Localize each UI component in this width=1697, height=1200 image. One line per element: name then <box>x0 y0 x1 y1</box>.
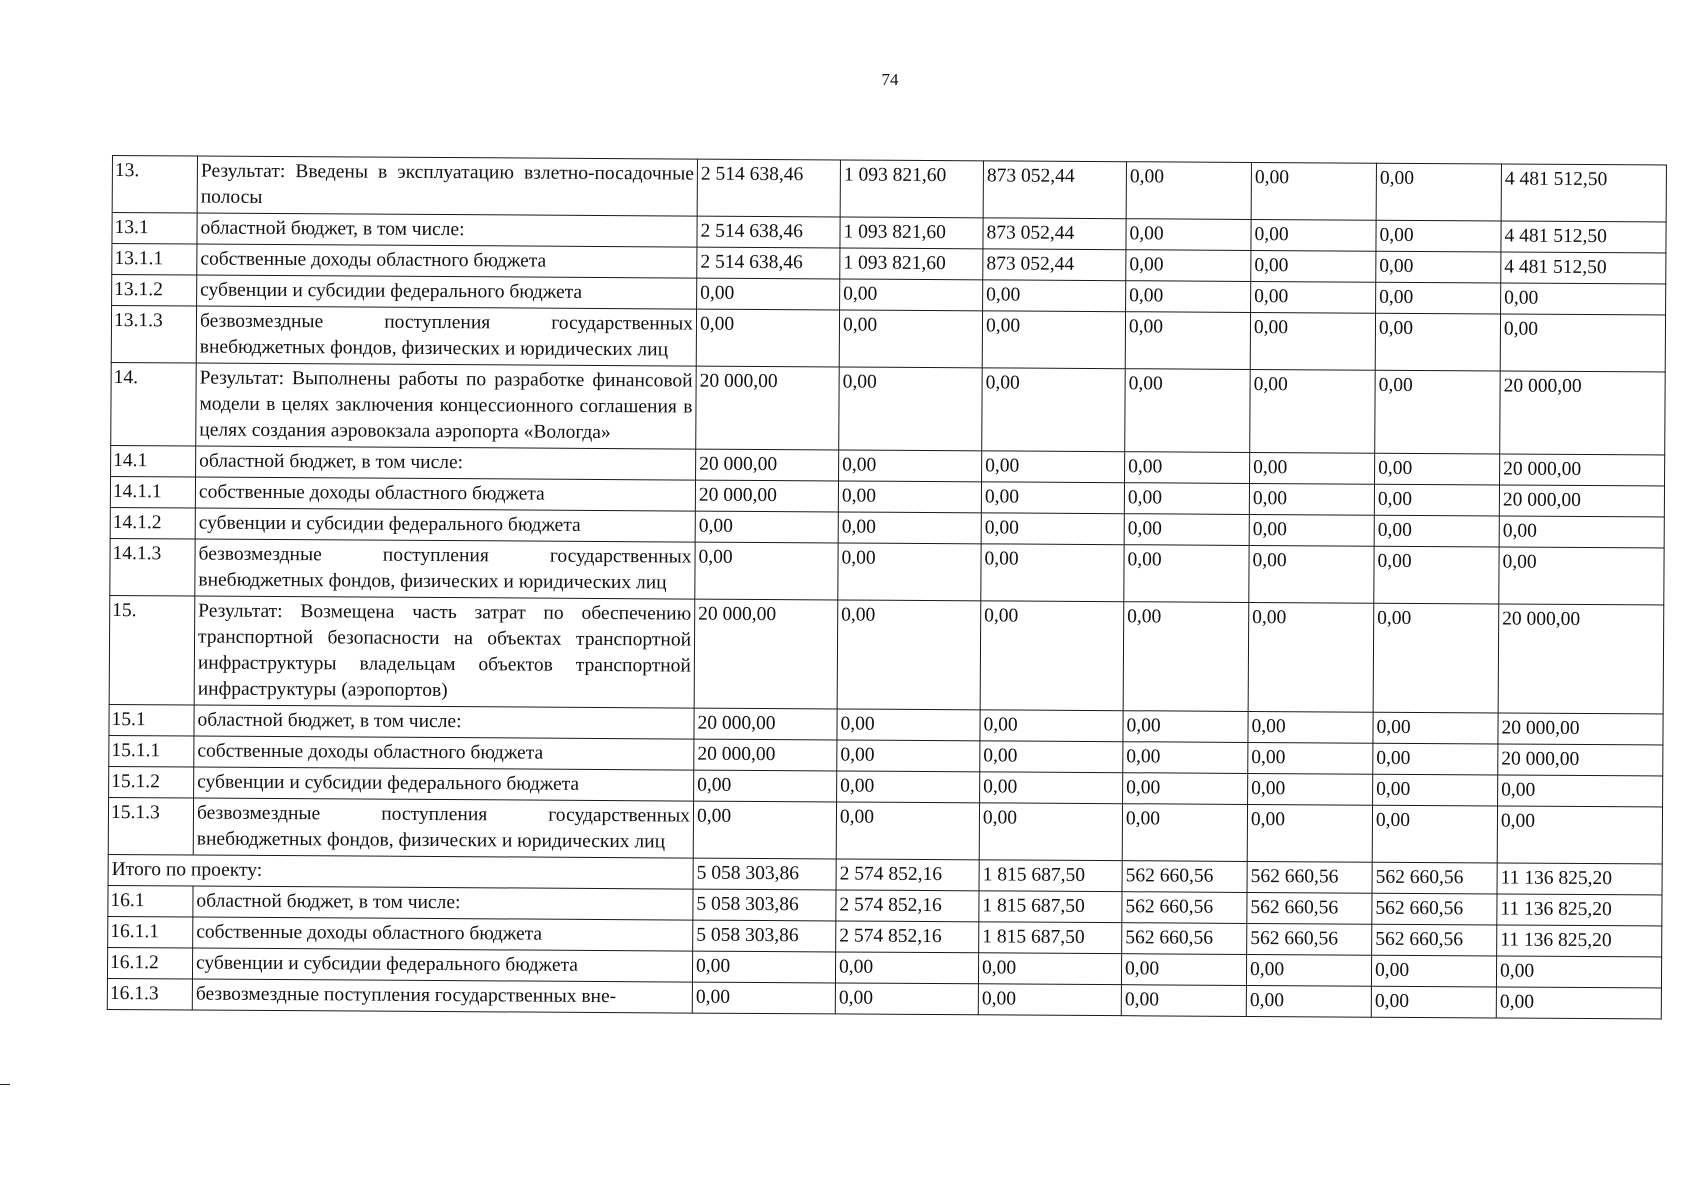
value-cell: 0,00 <box>1371 955 1496 987</box>
row-number: 14.1.2 <box>110 507 195 539</box>
value-cell: 873 052,44 <box>983 161 1126 219</box>
value-cell: 0,00 <box>1248 711 1373 743</box>
value-cell: 0,00 <box>980 741 1123 773</box>
value-cell: 0,00 <box>835 952 978 984</box>
value-cell: 0,00 <box>1371 986 1496 1018</box>
total-value-cell: 1 815 687,50 <box>979 860 1122 892</box>
table-row <box>111 362 1665 454</box>
row-number: 14.1.1 <box>110 476 195 508</box>
row-name: областной бюджет, в том числе: <box>193 886 693 920</box>
row-name: собственные доходы областного бюджета <box>193 917 693 951</box>
value-cell: 20 000,00 <box>1500 454 1665 486</box>
value-cell: 0,00 <box>694 770 837 802</box>
value-cell: 0,00 <box>1376 220 1501 252</box>
value-cell: 20 000,00 <box>696 449 839 481</box>
value-cell: 4 481 512,50 <box>1501 252 1666 284</box>
value-cell: 20 000,00 <box>694 599 838 709</box>
value-cell: 0,00 <box>1374 484 1499 516</box>
value-cell: 0,00 <box>980 601 1124 711</box>
value-cell: 0,00 <box>1249 514 1374 546</box>
value-cell: 0,00 <box>836 802 979 860</box>
row-name: областной бюджет, в том числе: <box>197 213 697 247</box>
value-cell: 2 514 638,46 <box>697 216 840 248</box>
value-cell: 0,00 <box>837 771 980 803</box>
value-cell: 0,00 <box>1126 250 1251 282</box>
value-cell: 2 514 638,46 <box>697 159 840 217</box>
value-cell: 0,00 <box>840 279 983 311</box>
value-cell: 0,00 <box>1376 163 1501 221</box>
page-number: 74 <box>881 70 899 89</box>
value-cell: 0,00 <box>1251 281 1376 313</box>
value-cell: 0,00 <box>1251 250 1376 282</box>
value-cell: 0,00 <box>837 709 980 741</box>
row-name: собственные доходы областного бюджета <box>194 736 694 770</box>
value-cell: 20 000,00 <box>695 480 838 512</box>
value-cell: 0,00 <box>1250 312 1375 370</box>
row-number: 16.1.1 <box>108 916 193 948</box>
row-number: 14. <box>111 362 197 446</box>
value-cell: 2 574 852,16 <box>836 890 979 922</box>
value-cell: 20 000,00 <box>1500 371 1666 455</box>
row-name: собственные доходы областного бюджета <box>195 477 695 511</box>
value-cell: 0,00 <box>1249 545 1374 603</box>
value-cell: 5 058 303,86 <box>693 920 836 952</box>
value-cell: 0,00 <box>1374 515 1499 547</box>
row-name: Результат: Введены в эксплуатацию взлетно-посадочные полосы <box>197 156 697 216</box>
value-cell: 20 000,00 <box>1498 744 1663 776</box>
value-cell: 0,00 <box>1501 283 1666 315</box>
value-cell: 0,00 <box>1246 985 1371 1017</box>
value-cell: 0,00 <box>1126 162 1251 220</box>
value-cell: 0,00 <box>695 542 838 600</box>
value-cell: 0,00 <box>1498 775 1663 807</box>
value-cell: 0,00 <box>1246 954 1371 986</box>
value-cell: 5 058 303,86 <box>693 889 836 921</box>
row-number: 13. <box>112 156 197 214</box>
value-cell: 0,00 <box>1375 370 1501 454</box>
value-cell: 0,00 <box>982 368 1126 452</box>
value-cell: 0,00 <box>1500 314 1665 372</box>
value-cell: 20 000,00 <box>694 739 837 771</box>
value-cell: 0,00 <box>1122 804 1247 862</box>
table-row <box>111 306 1665 372</box>
row-name: субвенции и субсидии федерального бюджета <box>192 948 692 982</box>
value-cell: 0,00 <box>1499 547 1664 605</box>
value-cell: 0,00 <box>692 982 835 1014</box>
table-row <box>108 797 1662 863</box>
value-cell: 0,00 <box>838 512 981 544</box>
value-cell: 0,00 <box>1248 773 1373 805</box>
value-cell: 0,00 <box>978 953 1121 985</box>
value-cell: 0,00 <box>1373 603 1499 713</box>
value-cell: 20 000,00 <box>1498 604 1664 714</box>
value-cell: 20 000,00 <box>1498 713 1663 745</box>
value-cell: 0,00 <box>692 951 835 983</box>
row-name: субвенции и субсидии федерального бюджета <box>194 767 694 801</box>
value-cell: 0,00 <box>1375 313 1500 371</box>
value-cell: 0,00 <box>1496 987 1661 1019</box>
value-cell: 0,00 <box>980 710 1123 742</box>
row-name: безвозмездные поступления государственных внебюджетных фондов, физических и юридических лиц <box>195 539 695 599</box>
budget-table-wrapper <box>107 155 1667 1019</box>
total-value-cell: 562 660,56 <box>1247 861 1372 893</box>
value-cell: 0,00 <box>981 482 1124 514</box>
value-cell: 20 000,00 <box>696 366 840 450</box>
value-cell: 2 574 852,16 <box>836 921 979 953</box>
value-cell: 0,00 <box>837 740 980 772</box>
value-cell: 0,00 <box>1247 804 1372 862</box>
row-number: 15.1.3 <box>108 797 193 855</box>
budget-table <box>107 155 1667 1019</box>
row-name: субвенции и субсидии федерального бюджета <box>197 275 697 309</box>
value-cell: 0,00 <box>980 772 1123 804</box>
value-cell: 0,00 <box>1496 956 1661 988</box>
value-cell: 0,00 <box>1123 773 1248 805</box>
value-cell: 1 093 821,60 <box>840 248 983 280</box>
row-number: 16.1.3 <box>107 978 192 1010</box>
value-cell: 4 481 512,50 <box>1501 221 1666 253</box>
value-cell: 0,00 <box>981 544 1124 602</box>
total-value-cell: 562 660,56 <box>1372 862 1497 894</box>
value-cell: 0,00 <box>982 451 1125 483</box>
value-cell: 0,00 <box>1248 602 1374 712</box>
value-cell: 0,00 <box>1124 545 1249 603</box>
row-number: 15.1.1 <box>109 735 194 767</box>
value-cell: 0,00 <box>1121 954 1246 986</box>
value-cell: 1 815 687,50 <box>979 922 1122 954</box>
row-number: 15.1.2 <box>109 766 194 798</box>
total-value-cell: 5 058 303,86 <box>693 858 836 890</box>
row-number: 14.1.3 <box>110 538 195 596</box>
row-name: областной бюджет, в том числе: <box>194 705 694 739</box>
value-cell: 11 136 825,20 <box>1497 894 1662 926</box>
row-number: 13.1.1 <box>112 244 197 276</box>
value-cell: 0,00 <box>981 513 1124 545</box>
row-number: 16.1 <box>108 885 193 917</box>
value-cell: 0,00 <box>982 311 1125 369</box>
row-name: Результат: Выполнены работы по разработке финансовой модели в целях заключения концессионного соглашения в целях создания аэровокзала аэропорта «Вологда» <box>196 363 696 449</box>
row-number: 15. <box>109 595 195 705</box>
value-cell: 0,00 <box>1125 452 1250 484</box>
row-name: собственные доходы областного бюджета <box>197 244 697 278</box>
value-cell: 873 052,44 <box>983 249 1126 281</box>
total-value-cell: 562 660,56 <box>1122 861 1247 893</box>
value-cell: 0,00 <box>838 543 981 601</box>
value-cell: 0,00 <box>1126 281 1251 313</box>
value-cell: 11 136 825,20 <box>1497 925 1662 957</box>
value-cell: 0,00 <box>978 984 1121 1016</box>
row-number: 15.1 <box>109 704 194 736</box>
row-name: областной бюджет, в том числе: <box>196 446 696 480</box>
value-cell: 0,00 <box>1248 742 1373 774</box>
value-cell: 2 514 638,46 <box>697 247 840 279</box>
value-cell: 0,00 <box>839 450 982 482</box>
row-number: 16.1.2 <box>107 947 192 979</box>
value-cell: 0,00 <box>838 481 981 513</box>
value-cell: 0,00 <box>1376 251 1501 283</box>
value-cell: 0,00 <box>1251 162 1376 220</box>
value-cell: 0,00 <box>1375 453 1500 485</box>
value-cell: 0,00 <box>1372 805 1497 863</box>
value-cell: 0,00 <box>837 600 981 710</box>
value-cell: 4 481 512,50 <box>1501 164 1666 222</box>
total-label: Итого по проекту: <box>108 854 693 889</box>
value-cell: 562 660,56 <box>1372 924 1497 956</box>
value-cell: 0,00 <box>839 367 983 451</box>
value-cell: 0,00 <box>1376 282 1501 314</box>
value-cell: 0,00 <box>1250 452 1375 484</box>
value-cell: 0,00 <box>1373 743 1498 775</box>
value-cell: 0,00 <box>1250 369 1376 453</box>
value-cell: 0,00 <box>1373 712 1498 744</box>
value-cell: 0,00 <box>835 983 978 1015</box>
value-cell: 20 000,00 <box>1499 485 1664 517</box>
value-cell: 0,00 <box>697 278 840 310</box>
row-name: субвенции и субсидии федерального бюджета <box>195 508 695 542</box>
value-cell: 0,00 <box>1124 514 1249 546</box>
value-cell: 1 093 821,60 <box>840 160 983 218</box>
value-cell: 0,00 <box>1123 742 1248 774</box>
value-cell: 0,00 <box>693 801 836 859</box>
margin-mark <box>0 1084 10 1085</box>
value-cell: 20 000,00 <box>694 708 837 740</box>
total-value-cell: 11 136 825,20 <box>1497 863 1662 895</box>
value-cell: 0,00 <box>1124 483 1249 515</box>
value-cell: 0,00 <box>983 280 1126 312</box>
value-cell: 0,00 <box>839 310 982 368</box>
value-cell: 562 660,56 <box>1247 923 1372 955</box>
value-cell: 0,00 <box>1373 774 1498 806</box>
value-cell: 0,00 <box>1126 219 1251 251</box>
row-number: 13.1.2 <box>112 275 197 307</box>
value-cell: 0,00 <box>696 309 839 367</box>
value-cell: 0,00 <box>1121 985 1246 1017</box>
value-cell: 0,00 <box>1497 806 1662 864</box>
table-row <box>110 538 1664 604</box>
row-number: 14.1 <box>111 445 196 477</box>
value-cell: 562 660,56 <box>1372 893 1497 925</box>
total-value-cell: 2 574 852,16 <box>836 859 979 891</box>
row-name: Результат: Возмещена часть затрат по обеспечению транспортной безопасности на объектах транспортной инфраструктуры владельцам объектов транспортной инфраструктуры (аэропортов) <box>194 596 695 708</box>
row-name: безвозмездные поступления государственных внебюджетных фондов, физических и юридических лиц <box>196 306 696 366</box>
row-name: безвозмездные поступления государственных вне- <box>192 979 692 1013</box>
value-cell: 0,00 <box>979 803 1122 861</box>
value-cell: 1 093 821,60 <box>840 217 983 249</box>
value-cell: 562 660,56 <box>1122 923 1247 955</box>
value-cell: 0,00 <box>1123 711 1248 743</box>
table-row <box>109 595 1664 713</box>
row-name: безвозмездные поступления государственных внебюджетных фондов, физических и юридических лиц <box>193 798 693 858</box>
row-number: 13.1 <box>112 213 197 245</box>
value-cell: 0,00 <box>1125 312 1250 370</box>
value-cell: 0,00 <box>695 511 838 543</box>
value-cell: 873 052,44 <box>983 218 1126 250</box>
value-cell: 562 660,56 <box>1122 892 1247 924</box>
value-cell: 1 815 687,50 <box>979 891 1122 923</box>
value-cell: 0,00 <box>1123 602 1249 712</box>
value-cell: 0,00 <box>1125 369 1251 453</box>
table-body <box>107 156 1666 1019</box>
value-cell: 0,00 <box>1251 219 1376 251</box>
value-cell: 562 660,56 <box>1247 892 1372 924</box>
table-row <box>112 156 1666 222</box>
value-cell: 0,00 <box>1499 516 1664 548</box>
value-cell: 0,00 <box>1249 483 1374 515</box>
row-number: 13.1.3 <box>111 306 196 364</box>
value-cell: 0,00 <box>1374 546 1499 604</box>
